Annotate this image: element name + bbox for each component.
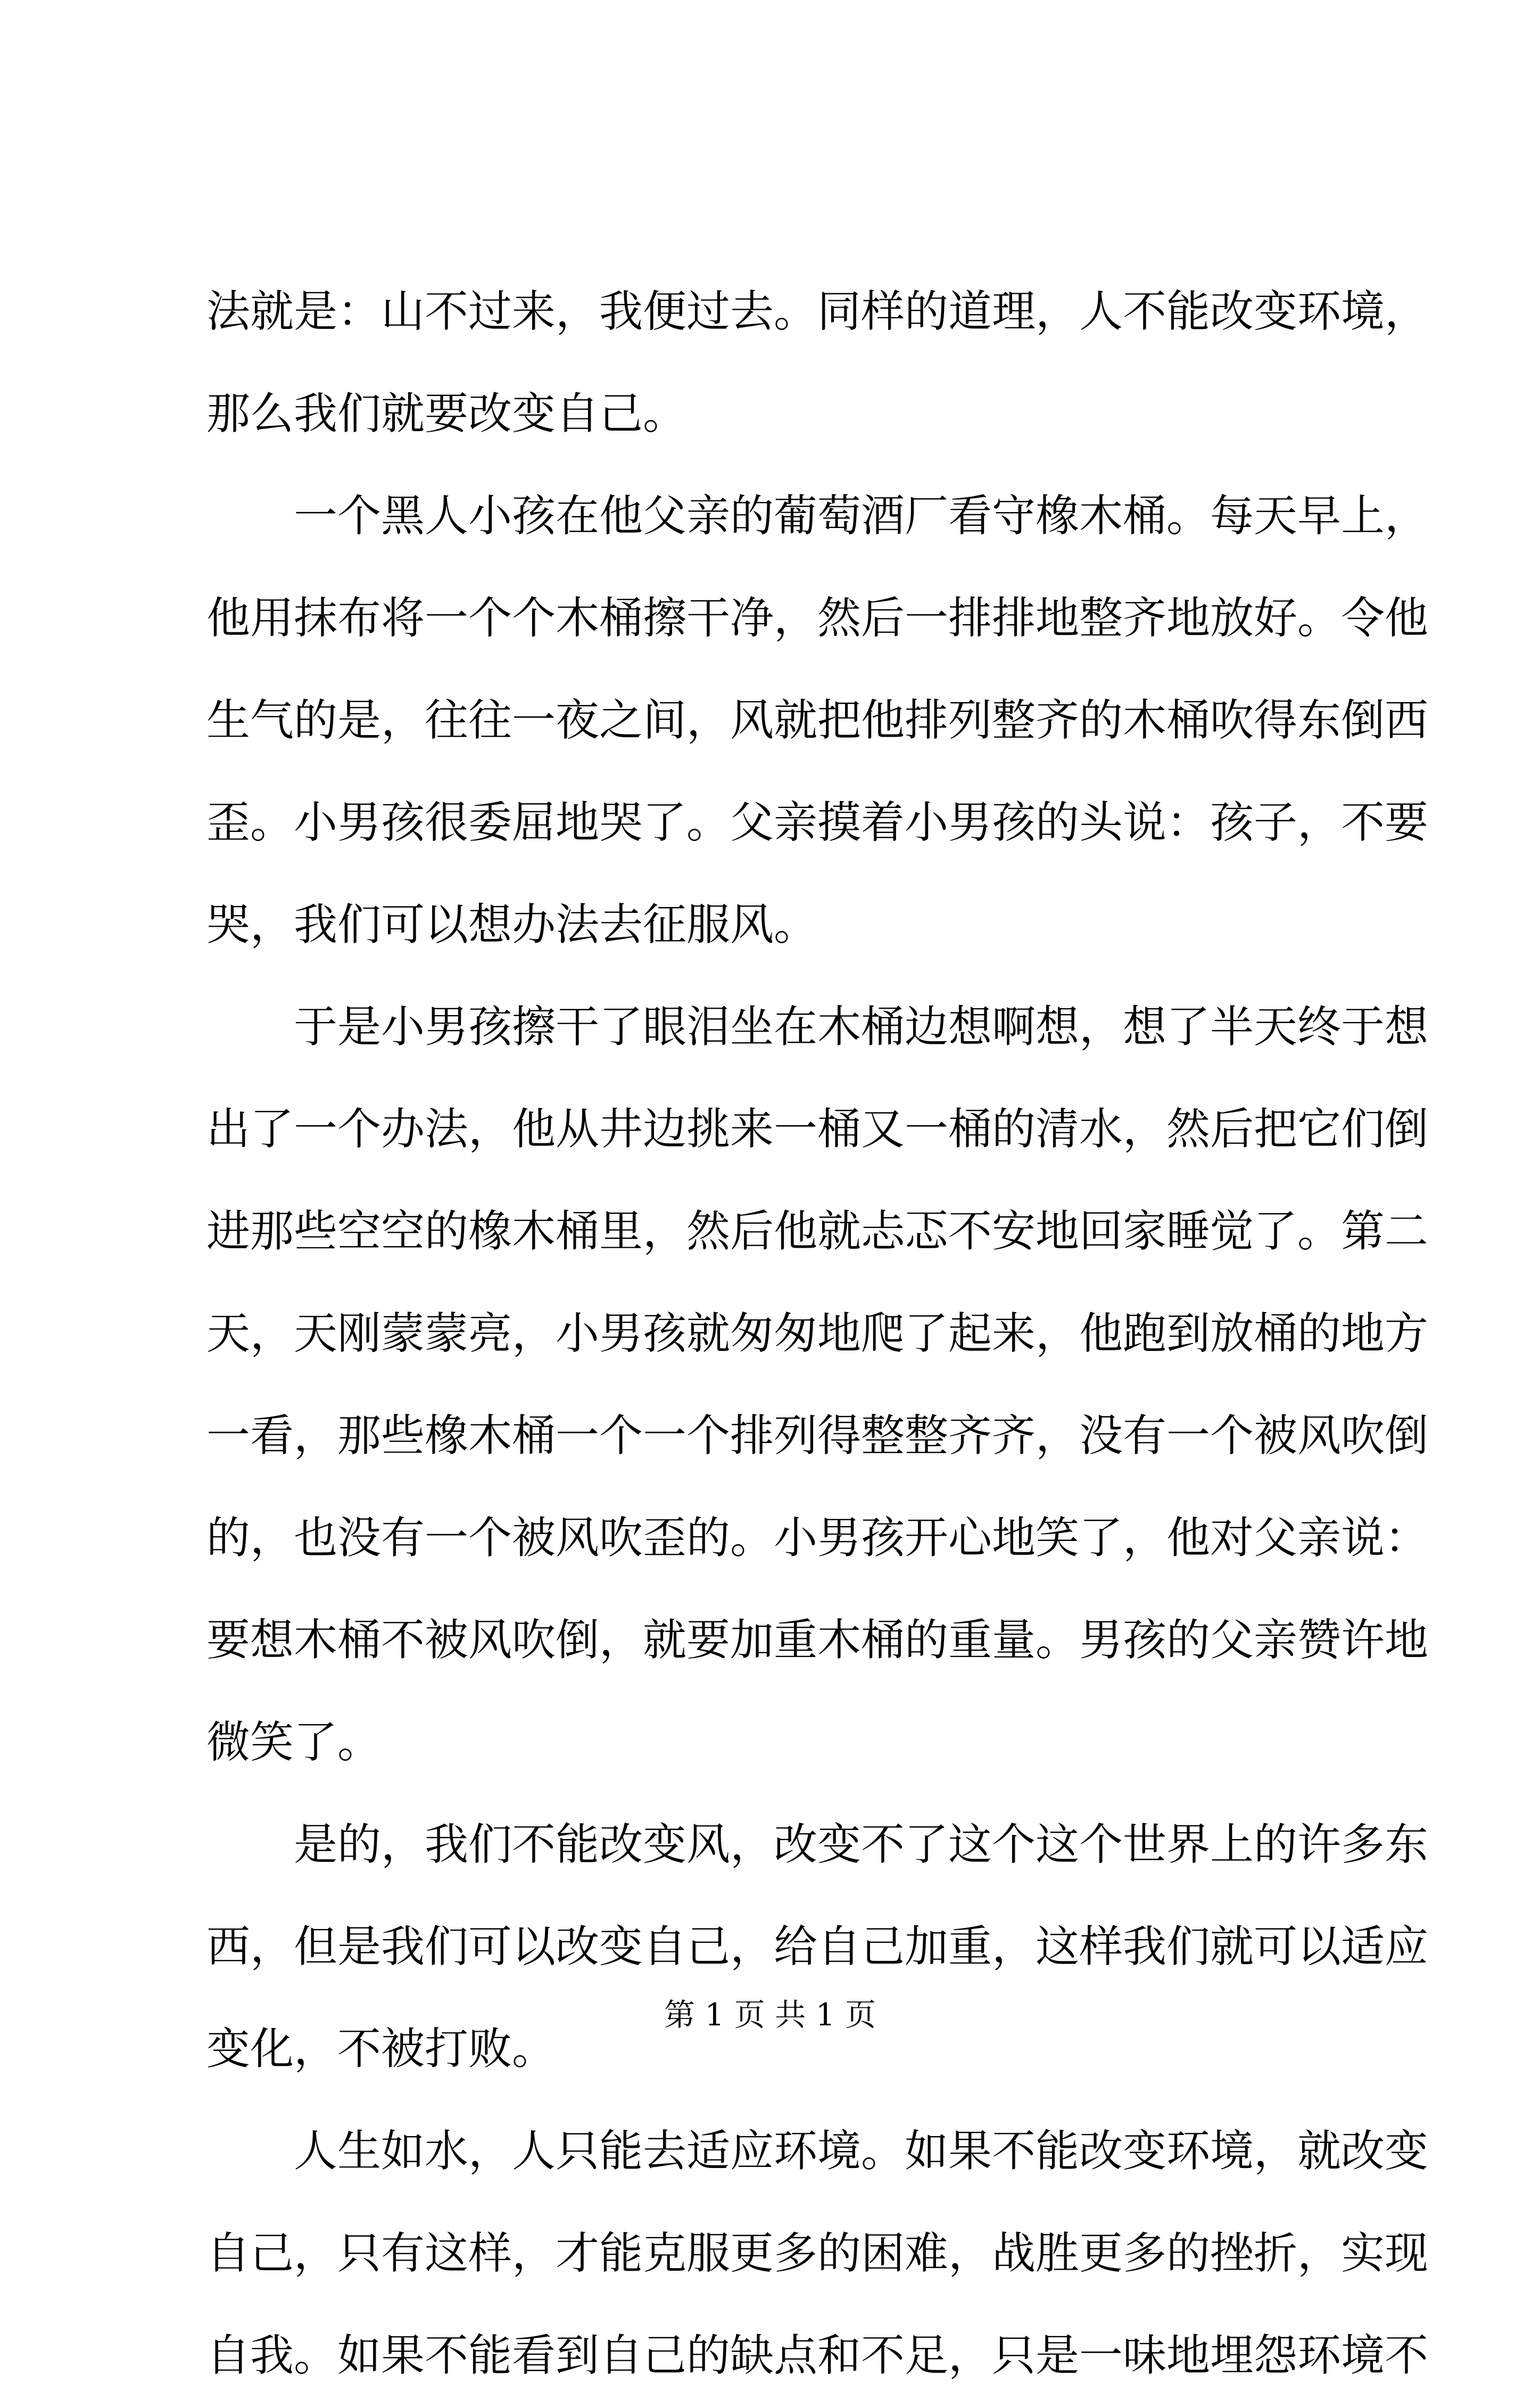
paragraph-line: 哭，我们可以想办法去征服风。	[206, 900, 818, 950]
paragraph-line: 生气的是，往往一夜之间，风就把他排列整齐的木桶吹得东倒西	[206, 695, 1429, 746]
paragraph-line: 微笑了。	[206, 1717, 382, 1768]
paragraph-line: 的，也没有一个被风吹歪的。小男孩开心地笑了，他对父亲说：	[206, 1513, 1429, 1563]
paragraph-line: 一看，那些橡木桶一个一个排列得整整齐齐，没有一个被风吹倒	[206, 1411, 1429, 1461]
paragraph-line: 是的，我们不能改变风，改变不了这个这个世界上的许多东	[294, 1819, 1429, 1870]
paragraph-line: 歪。小男孩很委屈地哭了。父亲摸着小男孩的头说：孩子，不要	[206, 797, 1429, 848]
paragraph-line: 法就是：山不过来，我便过去。同样的道理，人不能改变环境，	[206, 286, 1429, 337]
paragraph-line: 天，天刚蒙蒙亮，小男孩就匆匆地爬了起来，他跑到放桶的地方	[206, 1308, 1429, 1359]
paragraph-line: 变化，不被打败。	[206, 2024, 556, 2074]
paragraph-line: 自我。如果不能看到自己的缺点和不足，只是一味地埋怨环境不	[206, 2330, 1429, 2381]
paragraph-line: 西，但是我们可以改变自己，给自己加重，这样我们就可以适应	[206, 1922, 1429, 1972]
paragraph-line: 他用抹布将一个个木桶擦干净，然后一排排地整齐地放好。令他	[206, 593, 1429, 644]
paragraph-line: 要想木桶不被风吹倒，就要加重木桶的重量。男孩的父亲赞许地	[206, 1615, 1429, 1666]
paragraph-line: 进那些空空的橡木桶里，然后他就忐忑不安地回家睡觉了。第二	[206, 1206, 1429, 1257]
paragraph-line: 一个黑人小孩在他父亲的葡萄酒厂看守橡木桶。每天早上，	[294, 491, 1429, 541]
paragraph-line: 于是小男孩擦干了眼泪坐在木桶边想啊想，想了半天终于想	[294, 1002, 1429, 1052]
paragraph-line: 人生如水，人只能去适应环境。如果不能改变环境，就改变	[294, 2126, 1429, 2177]
paragraph-line: 出了一个办法，他从井边挑来一桶又一桶的清水，然后把它们倒	[206, 1104, 1429, 1155]
body-text	[206, 261, 1429, 2407]
paragraph-line: 自己，只有这样，才能克服更多的困难，战胜更多的挫折，实现	[206, 2228, 1429, 2279]
paragraph-line: 那么我们就要改变自己。	[206, 389, 687, 439]
page-footer: 第 1 页 共 1 页	[664, 1997, 876, 2033]
